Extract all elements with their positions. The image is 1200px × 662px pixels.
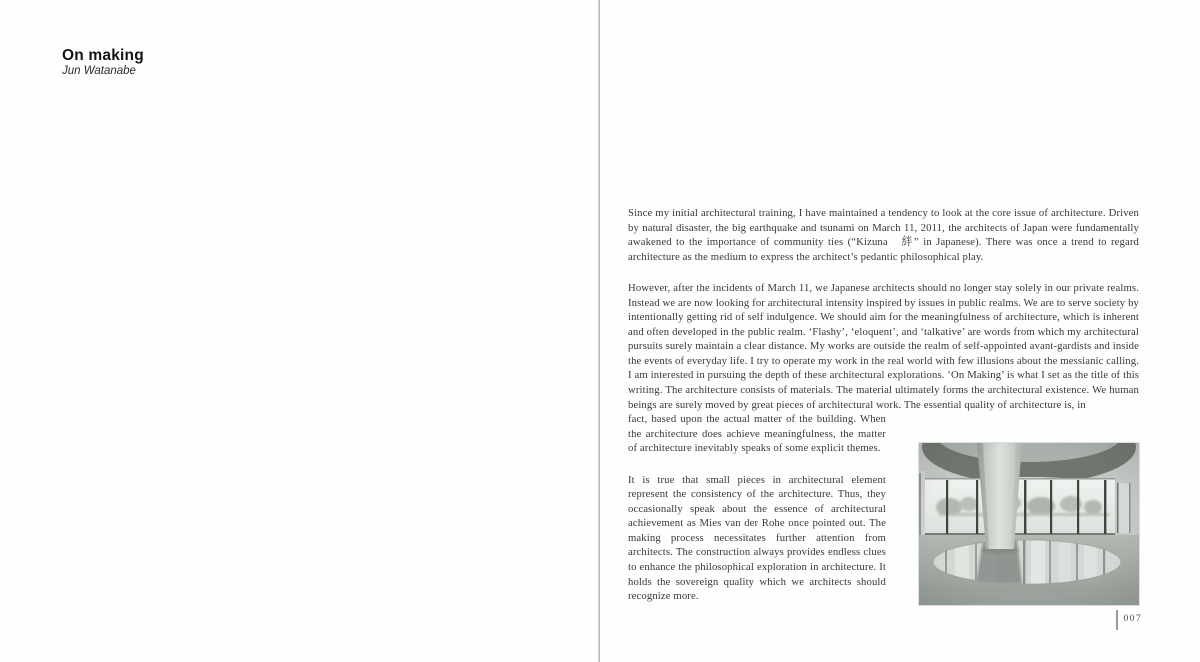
- rotunda-photo: [919, 443, 1139, 605]
- page-author: Jun Watanabe: [62, 65, 136, 77]
- chapter-header: [62, 47, 144, 78]
- right-page: [600, 0, 1200, 662]
- page-number: 007: [1123, 614, 1143, 624]
- folio-divider: [1116, 610, 1118, 630]
- paragraph-2-continued: fact, based upon the actual matter of the building. When the architecture does achieve meaningfulness, the matter of architecture inevitably speaks of some explicit themes.: [628, 413, 886, 455]
- architecture-photo-graphic: [919, 443, 1139, 605]
- page-number-block: [1116, 610, 1142, 630]
- paragraph-1: Since my initial architectural training, I have maintained a tendency to look at the core issue of architecture. Driven by natural disaster, the big earthquake and tsunami on March 11, 2011, the architects of Japan were fundamentally awakened to the importance of community ties (“Kizuna 絆” in Japanese). There was once a trend to regard architecture as the medium to express the architect’s pedantic philosophical play.: [628, 207, 1139, 263]
- page-title: On making: [62, 47, 144, 64]
- paragraph-3: It is true that small pieces in architectural element represent the consistency of the architecture. Thus, they occasionally speak about the essence of architectural achievement as Mies van der Rohe once pointed out. The making process necessitates further attention from architects. The construction always provides endless clues to enhance the philosophical exploration in architecture. It holds the sovereign quality which we architects should recognize more.: [628, 473, 886, 603]
- paragraph-2: However, after the incidents of March 11, we Japanese architects should no longer stay solely in our private realms. Instead we are now looking for architectural intensity inspired by issues in public realms. We are to serve society by intentionally getting rid of self indulgence. We should aim for the meaningfulness of architecture, which is inherent and often developed in the public realm. ‘Flashy’, ‘eloquent’, and ‘talkative’ are words from which my architectural pursuits surely maintain a clear distance. My works are outside the realm of self-appointed avant-gardists and inside the events of everyday life. I try to operate my work in the real world with few illusions about the messianic calling. I am interested in pursuing the depth of these architectural explorations. ‘On Making’ is what I set as the title of this writing. The architecture consists of materials. The material ultimately forms the architectural existence. We human beings are surely moved by great pieces of architectural work. The essential quality of architecture is, in: [628, 282, 1139, 411]
- left-page: [0, 0, 598, 662]
- wrapped-text-column: [628, 412, 886, 604]
